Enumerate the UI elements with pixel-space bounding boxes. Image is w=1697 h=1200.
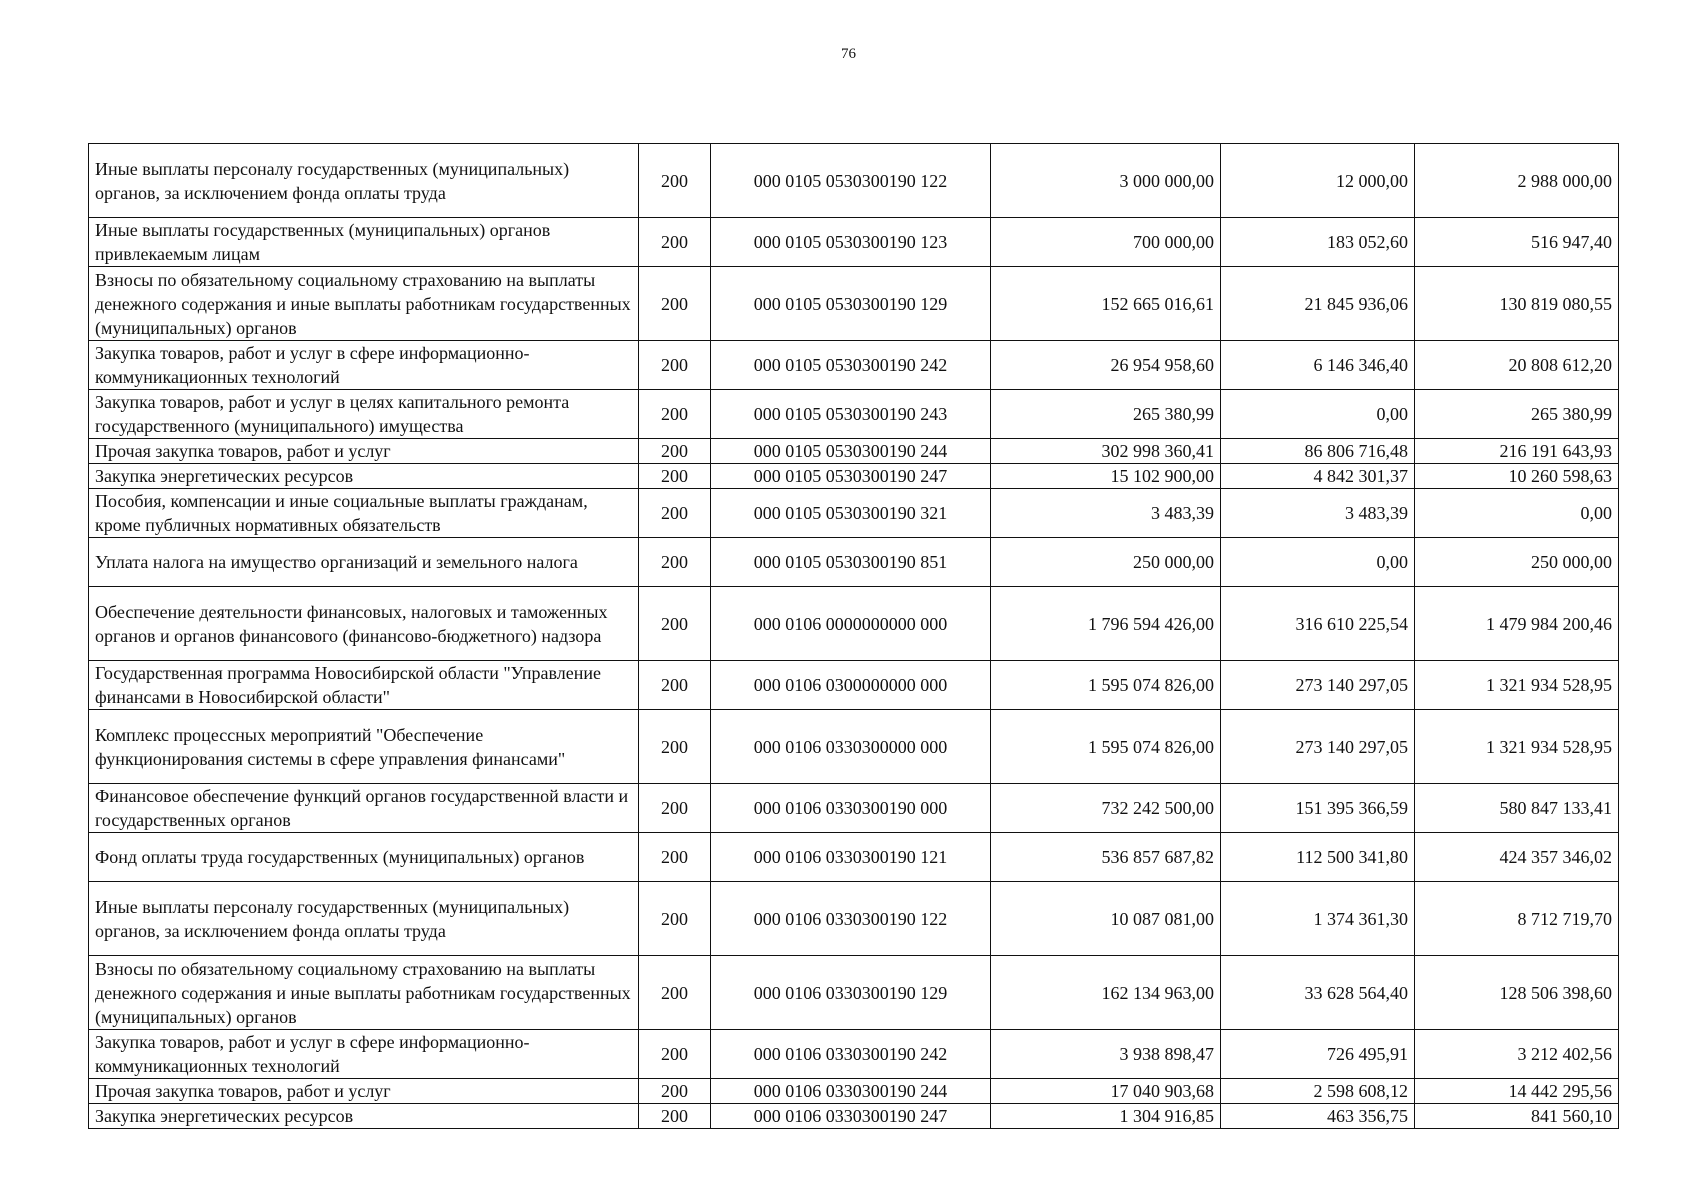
row-executed: 3 483,39 [1221,489,1415,538]
row-name: Комплекс процессных мероприятий "Обеспечение функционирования системы в сфере управления финансами" [89,710,639,784]
row-remaining: 265 380,99 [1415,390,1619,439]
table-row [89,882,1619,956]
row-approved: 1 595 074 826,00 [991,661,1221,710]
table-row [89,218,1619,267]
row-approved: 302 998 360,41 [991,439,1221,464]
row-kbk: 000 0105 0530300190 243 [711,390,991,439]
row-remaining: 516 947,40 [1415,218,1619,267]
row-code: 200 [639,587,711,661]
row-name: Обеспечение деятельности финансовых, налоговых и таможенных органов и органов финансового (финансово-бюджетного) надзора [89,587,639,661]
row-executed: 86 806 716,48 [1221,439,1415,464]
row-name: Закупка энергетических ресурсов [89,1104,639,1129]
row-approved: 1 304 916,85 [991,1104,1221,1129]
row-approved: 15 102 900,00 [991,464,1221,489]
row-kbk: 000 0105 0530300190 851 [711,538,991,587]
row-kbk: 000 0106 0300000000 000 [711,661,991,710]
row-code: 200 [639,439,711,464]
row-remaining: 424 357 346,02 [1415,833,1619,882]
row-name: Иные выплаты государственных (муниципальных) органов привлекаемым лицам [89,218,639,267]
row-approved: 732 242 500,00 [991,784,1221,833]
row-remaining: 1 479 984 200,46 [1415,587,1619,661]
row-code: 200 [639,1030,711,1079]
row-name: Закупка товаров, работ и услуг в сфере информационно-коммуникационных технологий [89,1030,639,1079]
row-kbk: 000 0106 0330300190 244 [711,1079,991,1104]
row-kbk: 000 0105 0530300190 244 [711,439,991,464]
row-approved: 700 000,00 [991,218,1221,267]
row-kbk: 000 0106 0330300190 129 [711,956,991,1030]
row-remaining: 20 808 612,20 [1415,341,1619,390]
row-executed: 21 845 936,06 [1221,267,1415,341]
table-row [89,956,1619,1030]
row-code: 200 [639,710,711,784]
row-name: Иные выплаты персоналу государственных (муниципальных) органов, за исключением фонда оплаты труда [89,882,639,956]
row-code: 200 [639,538,711,587]
row-code: 200 [639,882,711,956]
row-executed: 4 842 301,37 [1221,464,1415,489]
row-name: Закупка товаров, работ и услуг в сфере информационно-коммуникационных технологий [89,341,639,390]
row-executed: 12 000,00 [1221,144,1415,218]
row-code: 200 [639,464,711,489]
row-remaining: 14 442 295,56 [1415,1079,1619,1104]
row-executed: 0,00 [1221,390,1415,439]
budget-table [88,143,1619,1129]
row-name: Взносы по обязательному социальному страхованию на выплаты денежного содержания и иные выплаты работникам государственных (муниципальных) органов [89,956,639,1030]
table-row [89,489,1619,538]
table-row [89,439,1619,464]
row-kbk: 000 0105 0530300190 321 [711,489,991,538]
row-name: Взносы по обязательному социальному страхованию на выплаты денежного содержания и иные выплаты работникам государственных (муниципальных) органов [89,267,639,341]
row-remaining: 841 560,10 [1415,1104,1619,1129]
row-remaining: 1 321 934 528,95 [1415,710,1619,784]
row-name: Пособия, компенсации и иные социальные выплаты гражданам, кроме публичных нормативных обязательств [89,489,639,538]
table-row [89,538,1619,587]
row-approved: 17 040 903,68 [991,1079,1221,1104]
row-approved: 3 000 000,00 [991,144,1221,218]
row-executed: 2 598 608,12 [1221,1079,1415,1104]
row-executed: 33 628 564,40 [1221,956,1415,1030]
row-executed: 273 140 297,05 [1221,710,1415,784]
table-row [89,267,1619,341]
row-name: Фонд оплаты труда государственных (муниципальных) органов [89,833,639,882]
row-remaining: 1 321 934 528,95 [1415,661,1619,710]
row-executed: 151 395 366,59 [1221,784,1415,833]
row-executed: 273 140 297,05 [1221,661,1415,710]
row-kbk: 000 0105 0530300190 242 [711,341,991,390]
row-approved: 1 796 594 426,00 [991,587,1221,661]
table-row [89,1030,1619,1079]
row-remaining: 216 191 643,93 [1415,439,1619,464]
row-kbk: 000 0106 0330300190 121 [711,833,991,882]
table-row [89,464,1619,489]
row-approved: 265 380,99 [991,390,1221,439]
row-remaining: 2 988 000,00 [1415,144,1619,218]
row-name: Закупка энергетических ресурсов [89,464,639,489]
row-executed: 6 146 346,40 [1221,341,1415,390]
row-code: 200 [639,489,711,538]
row-executed: 463 356,75 [1221,1104,1415,1129]
row-kbk: 000 0105 0530300190 129 [711,267,991,341]
row-kbk: 000 0105 0530300190 122 [711,144,991,218]
row-name: Закупка товаров, работ и услуг в целях капитального ремонта государственного (муниципального) имущества [89,390,639,439]
row-kbk: 000 0106 0330300190 000 [711,784,991,833]
row-code: 200 [639,341,711,390]
table-row [89,144,1619,218]
row-remaining: 250 000,00 [1415,538,1619,587]
row-code: 200 [639,144,711,218]
row-name: Прочая закупка товаров, работ и услуг [89,439,639,464]
row-remaining: 8 712 719,70 [1415,882,1619,956]
row-kbk: 000 0106 0330300190 247 [711,1104,991,1129]
row-approved: 1 595 074 826,00 [991,710,1221,784]
row-approved: 3 938 898,47 [991,1030,1221,1079]
table-row [89,833,1619,882]
row-code: 200 [639,218,711,267]
row-code: 200 [639,784,711,833]
row-code: 200 [639,267,711,341]
row-remaining: 130 819 080,55 [1415,267,1619,341]
row-kbk: 000 0105 0530300190 247 [711,464,991,489]
row-kbk: 000 0106 0330300000 000 [711,710,991,784]
row-remaining: 128 506 398,60 [1415,956,1619,1030]
table-row [89,784,1619,833]
row-code: 200 [639,390,711,439]
row-remaining: 3 212 402,56 [1415,1030,1619,1079]
row-kbk: 000 0106 0000000000 000 [711,587,991,661]
row-remaining: 10 260 598,63 [1415,464,1619,489]
table-row [89,341,1619,390]
row-approved: 536 857 687,82 [991,833,1221,882]
row-code: 200 [639,1079,711,1104]
row-approved: 3 483,39 [991,489,1221,538]
row-kbk: 000 0105 0530300190 123 [711,218,991,267]
table-row [89,1079,1619,1104]
row-approved: 26 954 958,60 [991,341,1221,390]
table-row [89,710,1619,784]
row-kbk: 000 0106 0330300190 122 [711,882,991,956]
row-remaining: 0,00 [1415,489,1619,538]
row-name: Финансовое обеспечение функций органов государственной власти и государственных органов [89,784,639,833]
row-name: Иные выплаты персоналу государственных (муниципальных) органов, за исключением фонда оплаты труда [89,144,639,218]
row-executed: 726 495,91 [1221,1030,1415,1079]
row-executed: 183 052,60 [1221,218,1415,267]
row-code: 200 [639,956,711,1030]
row-remaining: 580 847 133,41 [1415,784,1619,833]
row-approved: 10 087 081,00 [991,882,1221,956]
page-number: 76 [841,46,856,62]
row-code: 200 [639,833,711,882]
row-name: Прочая закупка товаров, работ и услуг [89,1079,639,1104]
row-executed: 112 500 341,80 [1221,833,1415,882]
row-executed: 0,00 [1221,538,1415,587]
row-code: 200 [639,1104,711,1129]
row-approved: 152 665 016,61 [991,267,1221,341]
row-kbk: 000 0106 0330300190 242 [711,1030,991,1079]
table-row [89,587,1619,661]
table-row [89,661,1619,710]
row-approved: 250 000,00 [991,538,1221,587]
table-row [89,1104,1619,1129]
row-code: 200 [639,661,711,710]
row-name: Государственная программа Новосибирской области "Управление финансами в Новосибирской области" [89,661,639,710]
row-name: Уплата налога на имущество организаций и земельного налога [89,538,639,587]
table-row [89,390,1619,439]
row-approved: 162 134 963,00 [991,956,1221,1030]
row-executed: 316 610 225,54 [1221,587,1415,661]
row-executed: 1 374 361,30 [1221,882,1415,956]
